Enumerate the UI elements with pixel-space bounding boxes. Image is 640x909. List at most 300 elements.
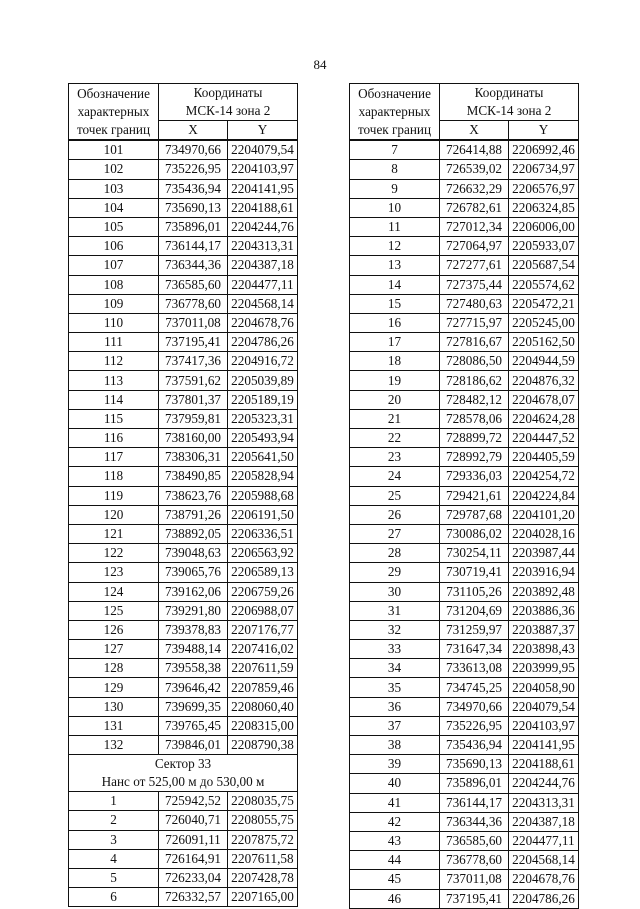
y-cell: 2204079,54 (228, 140, 298, 160)
y-cell: 2206734,97 (509, 160, 579, 179)
table-row (69, 390, 298, 409)
table-row (350, 160, 579, 179)
x-cell: 728086,50 (440, 352, 509, 371)
table-row (69, 409, 298, 428)
point-label-cell: 114 (69, 390, 159, 409)
point-label-cell: 121 (69, 524, 159, 543)
x-cell: 738160,00 (159, 429, 228, 448)
header-label-line: характерных (358, 103, 431, 119)
point-label-cell: 23 (350, 448, 440, 467)
point-label-cell: 113 (69, 371, 159, 390)
table-row (350, 140, 579, 160)
table-row (69, 830, 298, 849)
coordinates-table-right (349, 83, 579, 909)
table-row (69, 868, 298, 887)
point-label-cell: 41 (350, 793, 440, 812)
table-row (350, 371, 579, 390)
table-row (350, 467, 579, 486)
y-cell: 2205687,54 (509, 256, 579, 275)
x-cell: 731105,26 (440, 582, 509, 601)
x-cell: 738490,85 (159, 467, 228, 486)
header-coordinates (440, 84, 579, 121)
point-label-cell: 127 (69, 640, 159, 659)
point-label-cell: 130 (69, 697, 159, 716)
x-cell: 726782,61 (440, 198, 509, 217)
point-label-cell: 45 (350, 870, 440, 889)
y-cell: 2206324,85 (509, 198, 579, 217)
y-cell: 2204786,26 (509, 889, 579, 908)
y-cell: 2205245,00 (509, 313, 579, 332)
table-row (350, 851, 579, 870)
y-cell: 2205162,50 (509, 333, 579, 352)
point-label-cell: 8 (350, 160, 440, 179)
point-label-cell: 105 (69, 217, 159, 236)
y-cell: 2204188,61 (228, 198, 298, 217)
table-row (350, 774, 579, 793)
y-cell: 2207176,77 (228, 620, 298, 639)
point-label-cell: 104 (69, 198, 159, 217)
y-cell: 2204224,84 (509, 486, 579, 505)
header-coords-line: Координаты (474, 85, 544, 100)
table-row (69, 792, 298, 811)
table-row (69, 371, 298, 390)
point-label-cell: 43 (350, 831, 440, 850)
table-row (350, 237, 579, 256)
y-cell: 2206992,46 (509, 140, 579, 160)
y-cell: 2204876,32 (509, 371, 579, 390)
point-label-cell: 12 (350, 237, 440, 256)
y-cell: 2206336,51 (228, 524, 298, 543)
point-label-cell: 6 (69, 888, 159, 907)
y-cell: 2204447,52 (509, 429, 579, 448)
y-cell: 2204141,95 (509, 736, 579, 755)
header-coords-line: МСК-14 зона 2 (466, 103, 552, 118)
x-cell: 730086,02 (440, 524, 509, 543)
y-cell: 2205493,94 (228, 429, 298, 448)
table-row (69, 486, 298, 505)
x-cell: 726164,91 (159, 849, 228, 868)
y-cell: 2205828,94 (228, 467, 298, 486)
x-cell: 736344,36 (440, 812, 509, 831)
x-cell: 736585,60 (440, 831, 509, 850)
x-cell: 735896,01 (159, 217, 228, 236)
x-cell: 738791,26 (159, 505, 228, 524)
y-cell: 2204188,61 (509, 755, 579, 774)
point-label-cell: 13 (350, 256, 440, 275)
x-cell: 729336,03 (440, 467, 509, 486)
y-cell: 2206988,07 (228, 601, 298, 620)
header-label-line: точек границ (76, 121, 151, 137)
table-row (69, 237, 298, 256)
x-cell: 736585,60 (159, 275, 228, 294)
point-label-cell: 117 (69, 448, 159, 467)
y-cell: 2204103,97 (228, 160, 298, 179)
table-row (350, 390, 579, 409)
y-cell: 2204387,18 (509, 812, 579, 831)
table-row (69, 601, 298, 620)
x-cell: 730719,41 (440, 563, 509, 582)
y-cell: 2204254,72 (509, 467, 579, 486)
table-row (350, 429, 579, 448)
section-subtitle: Нанс от 525,00 м до 530,00 м (101, 774, 265, 790)
table-row (69, 716, 298, 735)
y-cell: 2204101,20 (509, 505, 579, 524)
y-cell: 2204916,72 (228, 352, 298, 371)
y-cell: 2206576,97 (509, 179, 579, 198)
y-cell: 2203898,43 (509, 640, 579, 659)
point-label-cell: 30 (350, 582, 440, 601)
y-cell: 2205933,07 (509, 237, 579, 256)
y-cell: 2204568,14 (228, 294, 298, 313)
point-label-cell: 25 (350, 486, 440, 505)
table-row (69, 448, 298, 467)
table-row (350, 620, 579, 639)
point-label-cell: 21 (350, 409, 440, 428)
x-cell: 739162,06 (159, 582, 228, 601)
x-cell: 726632,29 (440, 179, 509, 198)
point-label-cell: 42 (350, 812, 440, 831)
x-cell: 738892,05 (159, 524, 228, 543)
x-cell: 727064,97 (440, 237, 509, 256)
x-cell: 735436,94 (159, 179, 228, 198)
x-cell: 725942,52 (159, 792, 228, 811)
x-cell: 726040,71 (159, 811, 228, 830)
x-cell: 726332,57 (159, 888, 228, 907)
y-cell: 2204678,76 (228, 313, 298, 332)
y-cell: 2207416,02 (228, 640, 298, 659)
y-cell: 2204313,31 (509, 793, 579, 812)
point-label-cell: 44 (350, 851, 440, 870)
table-row (350, 313, 579, 332)
left-table-body (69, 140, 298, 907)
point-label-cell: 103 (69, 179, 159, 198)
y-cell: 2206006,00 (509, 217, 579, 236)
point-label-cell: 112 (69, 352, 159, 371)
header-point-label (69, 84, 159, 141)
table-row (69, 849, 298, 868)
table-row (350, 640, 579, 659)
y-cell: 2205574,62 (509, 275, 579, 294)
point-label-cell: 39 (350, 755, 440, 774)
point-label-cell: 101 (69, 140, 159, 160)
table-row (69, 640, 298, 659)
point-label-cell: 11 (350, 217, 440, 236)
table-row (350, 563, 579, 582)
y-cell: 2205323,31 (228, 409, 298, 428)
point-label-cell: 108 (69, 275, 159, 294)
y-cell: 2206563,92 (228, 544, 298, 563)
y-cell: 2207875,72 (228, 830, 298, 849)
x-cell: 737959,81 (159, 409, 228, 428)
point-label-cell: 10 (350, 198, 440, 217)
y-cell: 2204477,11 (509, 831, 579, 850)
y-cell: 2204313,31 (228, 237, 298, 256)
x-cell: 727480,63 (440, 294, 509, 313)
point-label-cell: 29 (350, 563, 440, 582)
x-cell: 729787,68 (440, 505, 509, 524)
y-cell: 2205189,19 (228, 390, 298, 409)
table-row (350, 179, 579, 198)
table-row (350, 601, 579, 620)
point-label-cell: 18 (350, 352, 440, 371)
table-row (350, 582, 579, 601)
y-cell: 2204058,90 (509, 678, 579, 697)
table-row (69, 659, 298, 678)
point-label-cell: 35 (350, 678, 440, 697)
x-cell: 729421,61 (440, 486, 509, 505)
x-cell: 727277,61 (440, 256, 509, 275)
x-cell: 737591,62 (159, 371, 228, 390)
table-row (350, 544, 579, 563)
x-cell: 731259,97 (440, 620, 509, 639)
x-cell: 739291,80 (159, 601, 228, 620)
y-cell: 2207859,46 (228, 678, 298, 697)
point-label-cell: 106 (69, 237, 159, 256)
point-label-cell: 16 (350, 313, 440, 332)
x-cell: 726414,88 (440, 140, 509, 160)
x-cell: 735226,95 (440, 716, 509, 735)
point-label-cell: 110 (69, 313, 159, 332)
table-row (350, 755, 579, 774)
x-cell: 735690,13 (440, 755, 509, 774)
x-cell: 736144,17 (440, 793, 509, 812)
y-cell: 2205988,68 (228, 486, 298, 505)
header-label-line: точек границ (357, 121, 432, 137)
point-label-cell: 28 (350, 544, 440, 563)
section-title: Сектор 33 (154, 756, 212, 772)
y-cell: 2205039,89 (228, 371, 298, 390)
point-label-cell: 102 (69, 160, 159, 179)
point-label-cell: 3 (69, 830, 159, 849)
x-cell: 739065,76 (159, 563, 228, 582)
x-cell: 727375,44 (440, 275, 509, 294)
y-cell: 2208790,38 (228, 736, 298, 755)
table-row (350, 486, 579, 505)
table-row (350, 524, 579, 543)
y-cell: 2203916,94 (509, 563, 579, 582)
point-label-cell: 15 (350, 294, 440, 313)
x-cell: 738623,76 (159, 486, 228, 505)
point-label-cell: 17 (350, 333, 440, 352)
table-row (69, 313, 298, 332)
point-label-cell: 7 (350, 140, 440, 160)
x-cell: 736778,60 (159, 294, 228, 313)
y-cell: 2203987,44 (509, 544, 579, 563)
x-cell: 737195,41 (440, 889, 509, 908)
y-cell: 2204678,76 (509, 870, 579, 889)
y-cell: 2207165,00 (228, 888, 298, 907)
section-row (69, 755, 298, 792)
table-row (69, 888, 298, 907)
point-label-cell: 4 (69, 849, 159, 868)
table-row (350, 697, 579, 716)
point-label-cell: 46 (350, 889, 440, 908)
x-cell: 736144,17 (159, 237, 228, 256)
point-label-cell: 27 (350, 524, 440, 543)
point-label-cell: 119 (69, 486, 159, 505)
table-row (350, 256, 579, 275)
point-label-cell: 129 (69, 678, 159, 697)
table-row (350, 831, 579, 850)
table-row (69, 811, 298, 830)
y-cell: 2203887,37 (509, 620, 579, 639)
x-cell: 739558,38 (159, 659, 228, 678)
x-cell: 738306,31 (159, 448, 228, 467)
point-label-cell: 24 (350, 467, 440, 486)
point-label-cell: 36 (350, 697, 440, 716)
y-cell: 2207611,59 (228, 659, 298, 678)
x-cell: 737011,08 (440, 870, 509, 889)
y-cell: 2208315,00 (228, 716, 298, 735)
table-row (69, 678, 298, 697)
right-table-body (350, 140, 579, 908)
point-label-cell: 116 (69, 429, 159, 448)
x-cell: 727012,34 (440, 217, 509, 236)
x-cell: 737417,36 (159, 352, 228, 371)
x-cell: 726233,04 (159, 868, 228, 887)
y-cell: 2206589,13 (228, 563, 298, 582)
y-cell: 2203999,95 (509, 659, 579, 678)
header-y: Y (509, 121, 579, 141)
x-cell: 728482,12 (440, 390, 509, 409)
x-cell: 728186,62 (440, 371, 509, 390)
point-label-cell: 20 (350, 390, 440, 409)
point-label-cell: 122 (69, 544, 159, 563)
y-cell: 2203892,48 (509, 582, 579, 601)
x-cell: 728578,06 (440, 409, 509, 428)
x-cell: 735896,01 (440, 774, 509, 793)
table-row (350, 793, 579, 812)
x-cell: 739846,01 (159, 736, 228, 755)
point-label-cell: 5 (69, 868, 159, 887)
y-cell: 2204028,16 (509, 524, 579, 543)
y-cell: 2205472,21 (509, 294, 579, 313)
table-row (69, 140, 298, 160)
y-cell: 2204387,18 (228, 256, 298, 275)
point-label-cell: 33 (350, 640, 440, 659)
table-row (69, 736, 298, 755)
point-label-cell: 118 (69, 467, 159, 486)
point-label-cell: 111 (69, 333, 159, 352)
x-cell: 734745,25 (440, 678, 509, 697)
point-label-cell: 1 (69, 792, 159, 811)
header-y: Y (228, 121, 298, 141)
y-cell: 2205641,50 (228, 448, 298, 467)
y-cell: 2204624,28 (509, 409, 579, 428)
point-label-cell: 2 (69, 811, 159, 830)
x-cell: 739699,35 (159, 697, 228, 716)
header-coords-line: МСК-14 зона 2 (185, 103, 271, 118)
point-label-cell: 19 (350, 371, 440, 390)
point-label-cell: 40 (350, 774, 440, 793)
table-row (69, 198, 298, 217)
point-label-cell: 107 (69, 256, 159, 275)
table-row (69, 429, 298, 448)
table-row (350, 659, 579, 678)
x-cell: 727715,97 (440, 313, 509, 332)
point-label-cell: 26 (350, 505, 440, 524)
table-row (69, 620, 298, 639)
point-label-cell: 31 (350, 601, 440, 620)
x-cell: 737195,41 (159, 333, 228, 352)
header-x: X (440, 121, 509, 141)
y-cell: 2204244,76 (509, 774, 579, 793)
x-cell: 728992,79 (440, 448, 509, 467)
header-x: X (159, 121, 228, 141)
table-row (350, 812, 579, 831)
table-row (69, 294, 298, 313)
table-row (350, 294, 579, 313)
y-cell: 2204244,76 (228, 217, 298, 236)
y-cell: 2204477,11 (228, 275, 298, 294)
page-number: 84 (313, 57, 327, 72)
x-cell: 731647,34 (440, 640, 509, 659)
header-coordinates (159, 84, 298, 121)
y-cell: 2204405,59 (509, 448, 579, 467)
table-row (350, 198, 579, 217)
point-label-cell: 124 (69, 582, 159, 601)
x-cell: 736778,60 (440, 851, 509, 870)
point-label-cell: 14 (350, 275, 440, 294)
table-row (350, 352, 579, 371)
table-row (69, 256, 298, 275)
point-label-cell: 34 (350, 659, 440, 678)
table-row (69, 179, 298, 198)
table-row (350, 217, 579, 236)
table-row (350, 716, 579, 735)
table-row (350, 505, 579, 524)
x-cell: 739646,42 (159, 678, 228, 697)
point-label-cell: 120 (69, 505, 159, 524)
y-cell: 2204786,26 (228, 333, 298, 352)
point-label-cell: 132 (69, 736, 159, 755)
point-label-cell: 131 (69, 716, 159, 735)
point-label-cell: 125 (69, 601, 159, 620)
table-row (350, 678, 579, 697)
x-cell: 731204,69 (440, 601, 509, 620)
table-row (350, 870, 579, 889)
point-label-cell: 109 (69, 294, 159, 313)
y-cell: 2204103,97 (509, 716, 579, 735)
x-cell: 733613,08 (440, 659, 509, 678)
point-label-cell: 123 (69, 563, 159, 582)
table-row (350, 889, 579, 908)
y-cell: 2204678,07 (509, 390, 579, 409)
header-label-line: характерных (77, 103, 150, 119)
table-row (69, 524, 298, 543)
y-cell: 2204944,59 (509, 352, 579, 371)
point-label-cell: 38 (350, 736, 440, 755)
table-row (350, 448, 579, 467)
table-row (350, 275, 579, 294)
table-row (69, 160, 298, 179)
header-point-label (350, 84, 440, 141)
x-cell: 736344,36 (159, 256, 228, 275)
y-cell: 2208055,75 (228, 811, 298, 830)
x-cell: 739378,83 (159, 620, 228, 639)
table-row (350, 409, 579, 428)
y-cell: 2208060,40 (228, 697, 298, 716)
y-cell: 2208035,75 (228, 792, 298, 811)
x-cell: 737801,37 (159, 390, 228, 409)
x-cell: 734970,66 (440, 697, 509, 716)
x-cell: 739048,63 (159, 544, 228, 563)
y-cell: 2204141,95 (228, 179, 298, 198)
y-cell: 2207611,58 (228, 849, 298, 868)
table-row (69, 467, 298, 486)
x-cell: 728899,72 (440, 429, 509, 448)
x-cell: 735690,13 (159, 198, 228, 217)
